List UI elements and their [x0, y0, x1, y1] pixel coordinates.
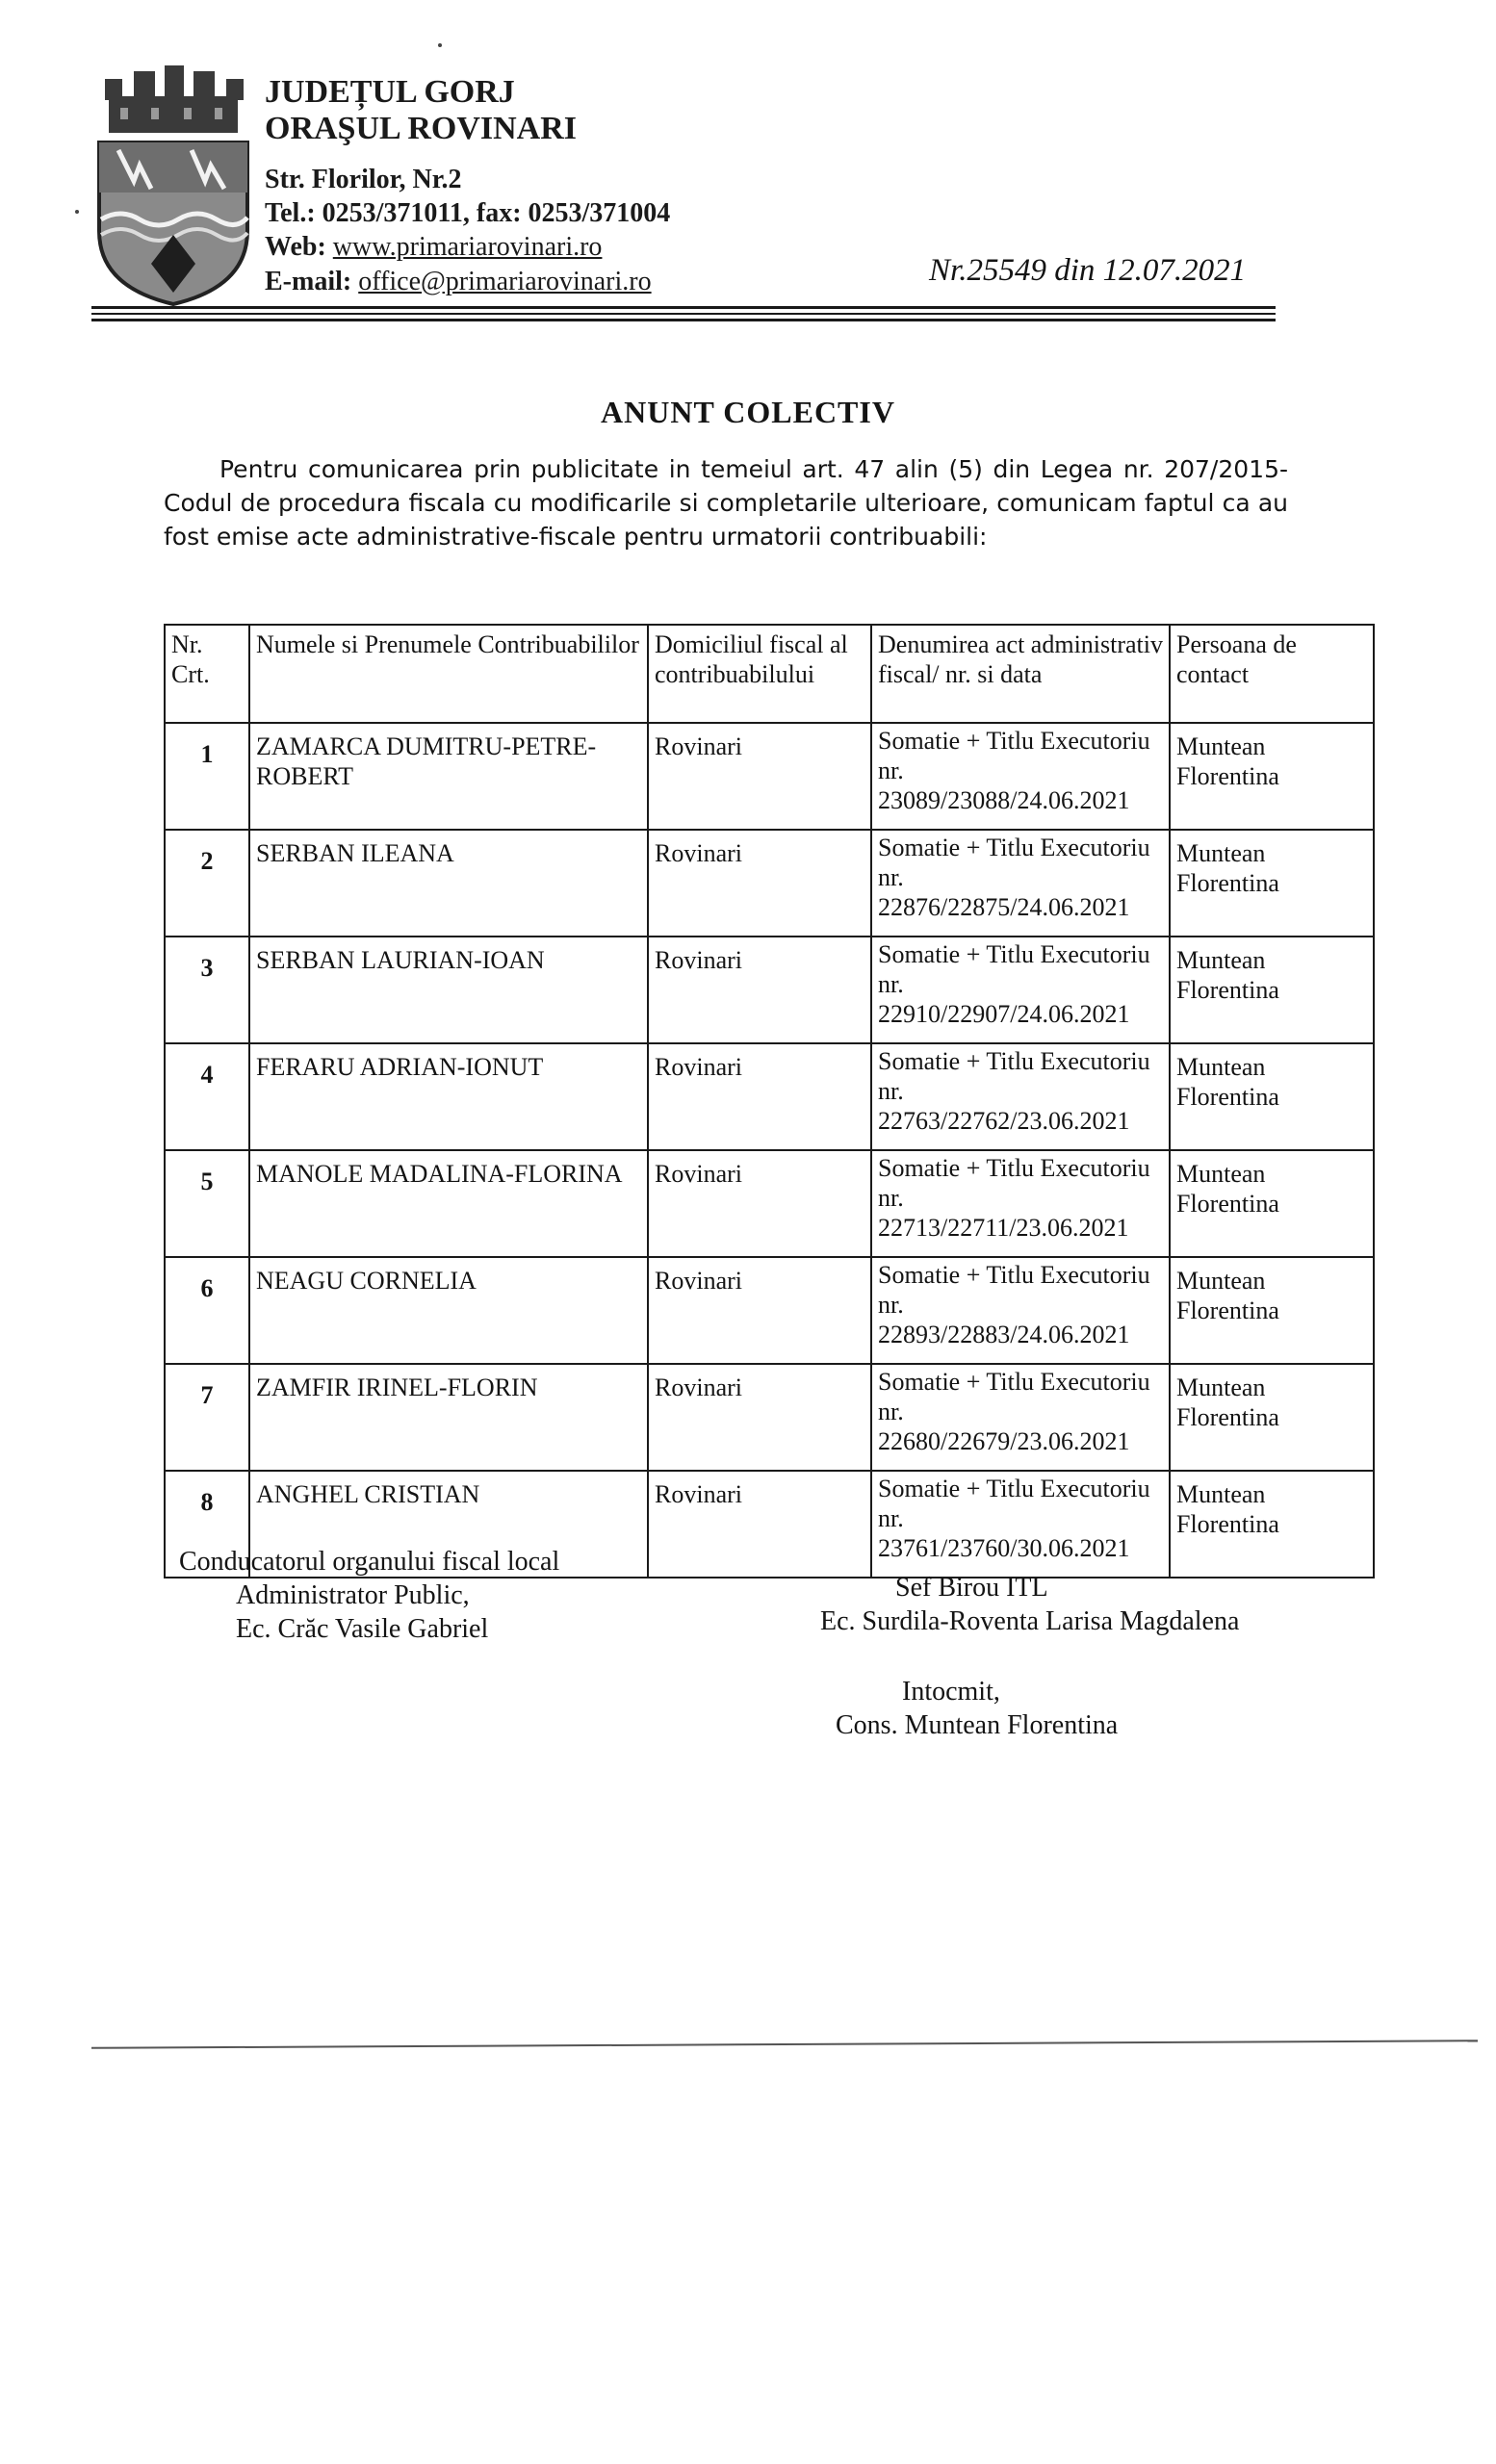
act-number: 23761/23760/30.06.2021: [878, 1534, 1130, 1562]
row-number: 6: [165, 1257, 249, 1364]
administrative-act: [871, 1364, 1170, 1471]
administrative-act: [871, 723, 1170, 830]
row-number: 5: [165, 1150, 249, 1257]
fiscal-domicile: Rovinari: [648, 1471, 871, 1578]
fiscal-domicile: Rovinari: [648, 830, 871, 937]
header-rule-thin: [91, 313, 1276, 315]
fiscal-domicile: Rovinari: [648, 937, 871, 1043]
contact-person: Muntean Florentina: [1170, 1150, 1374, 1257]
act-number: 22713/22711/23.06.2021: [878, 1214, 1129, 1242]
row-number: 4: [165, 1043, 249, 1150]
prepared-by-name: Cons. Muntean Florentina: [836, 1710, 1119, 1740]
contributor-name: ZAMARCA DUMITRU-PETRE-ROBERT: [249, 723, 648, 830]
contact-person: Muntean Florentina: [1170, 830, 1374, 937]
contact-person: Muntean Florentina: [1170, 1364, 1374, 1471]
coat-of-arms-logo: [91, 58, 255, 308]
contact-person: Muntean Florentina: [1170, 1257, 1374, 1364]
county-name: JUDEȚUL GORJ: [265, 74, 515, 110]
row-number: 1: [165, 723, 249, 830]
header-rule-lower: [91, 319, 1276, 321]
scan-edge-line: [91, 2040, 1478, 2049]
table-header-row: [165, 625, 1374, 723]
row-number: 3: [165, 937, 249, 1043]
table-row: [165, 723, 1374, 830]
email-link[interactable]: office@primariarovinari.ro: [358, 267, 652, 296]
contact-person: Muntean Florentina: [1170, 1471, 1374, 1578]
act-type: Somatie + Titlu Executoriu nr.: [878, 1154, 1150, 1212]
act-type: Somatie + Titlu Executoriu nr.: [878, 1368, 1150, 1425]
registration-number: Nr.25549 din 12.07.2021: [929, 253, 1247, 288]
scan-mark: [75, 210, 79, 214]
row-number: 2: [165, 830, 249, 937]
table-row: [165, 1150, 1374, 1257]
act-number: 23089/23088/24.06.2021: [878, 786, 1130, 814]
header-name: Numele si Prenumele Contribuabililor: [249, 625, 648, 723]
act-type: Somatie + Titlu Executoriu nr.: [878, 940, 1150, 998]
table-row: [165, 1364, 1374, 1471]
header-act: Denumirea act administrativ fiscal/ nr. si data: [871, 625, 1170, 723]
act-type: Somatie + Titlu Executoriu nr.: [878, 1047, 1150, 1105]
signature-left-line2: Administrator Public,: [236, 1580, 470, 1610]
act-type: Somatie + Titlu Executoriu nr.: [878, 1261, 1150, 1319]
act-number: 22680/22679/23.06.2021: [878, 1427, 1130, 1455]
address: Str. Florilor, Nr.2: [265, 165, 462, 194]
contributor-name: FERARU ADRIAN-IONUT: [249, 1043, 648, 1150]
act-type: Somatie + Titlu Executoriu nr.: [878, 1475, 1150, 1532]
act-type: Somatie + Titlu Executoriu nr.: [878, 834, 1150, 891]
phone-fax: Tel.: 0253/371011, fax: 0253/371004: [265, 198, 671, 228]
act-number: 22876/22875/24.06.2021: [878, 893, 1130, 921]
fiscal-domicile: Rovinari: [648, 723, 871, 830]
signature-left-name: Ec. Crăc Vasile Gabriel: [236, 1614, 489, 1644]
contributor-name: MANOLE MADALINA-FLORINA: [249, 1150, 648, 1257]
row-number: 7: [165, 1364, 249, 1471]
web-line: [265, 231, 602, 263]
contact-person: Muntean Florentina: [1170, 723, 1374, 830]
contact-person: Muntean Florentina: [1170, 937, 1374, 1043]
table-row: [165, 937, 1374, 1043]
contributor-name: ZAMFIR IRINEL-FLORIN: [249, 1364, 648, 1471]
fiscal-domicile: Rovinari: [648, 1150, 871, 1257]
contributor-name: SERBAN LAURIAN-IOAN: [249, 937, 648, 1043]
contact-person: Muntean Florentina: [1170, 1043, 1374, 1150]
administrative-act: [871, 1150, 1170, 1257]
row-number: 8: [165, 1471, 249, 1578]
signature-right-name: Ec. Surdila-Roventa Larisa Magdalena: [820, 1606, 1240, 1636]
email-label: E-mail:: [265, 267, 352, 296]
town-name: ORAŞUL ROVINARI: [265, 111, 577, 146]
signature-right-line1: Sef Birou ITL: [895, 1573, 1048, 1603]
intro-text: Pentru comunicarea prin publicitate in temeiul art. 47 alin (5) din Legea nr. 207/2015-Codul de procedura fiscala cu modificarile si completarile ulterioare, comunicam faptul ca au fost emise acte administrative-fiscale pentru urmatorii contribuabili:: [164, 455, 1288, 551]
act-number: 22763/22762/23.06.2021: [878, 1107, 1130, 1135]
fiscal-domicile: Rovinari: [648, 1257, 871, 1364]
scan-mark: [438, 43, 442, 47]
header-nr: Nr. Crt.: [165, 625, 249, 723]
contributor-name: ANGHEL CRISTIAN: [249, 1471, 648, 1578]
signature-left-line1: Conducatorul organului fiscal local: [179, 1547, 560, 1577]
act-number: 22893/22883/24.06.2021: [878, 1321, 1130, 1348]
act-type: Somatie + Titlu Executoriu nr.: [878, 727, 1150, 784]
administrative-act: [871, 1471, 1170, 1578]
email-line: [265, 266, 652, 297]
fiscal-domicile: Rovinari: [648, 1364, 871, 1471]
header-rule: [91, 306, 1276, 309]
header-contact: Persoana de contact: [1170, 625, 1374, 723]
contributor-name: SERBAN ILEANA: [249, 830, 648, 937]
table-row: [165, 1257, 1374, 1364]
administrative-act: [871, 830, 1170, 937]
prepared-by-label: Intocmit,: [902, 1677, 1000, 1707]
web-label: Web:: [265, 232, 326, 262]
act-number: 22910/22907/24.06.2021: [878, 1000, 1130, 1028]
administrative-act: [871, 1043, 1170, 1150]
table-row: [165, 830, 1374, 937]
fiscal-domicile: Rovinari: [648, 1043, 871, 1150]
table-row: [165, 1043, 1374, 1150]
contributors-table: [164, 624, 1375, 1578]
intro-paragraph: [164, 452, 1288, 553]
contributor-name: NEAGU CORNELIA: [249, 1257, 648, 1364]
web-link[interactable]: www.primariarovinari.ro: [332, 232, 603, 262]
administrative-act: [871, 937, 1170, 1043]
header-domicile: Domiciliul fiscal al contribuabilului: [648, 625, 871, 723]
document-title: ANUNT COLECTIV: [601, 395, 895, 429]
administrative-act: [871, 1257, 1170, 1364]
